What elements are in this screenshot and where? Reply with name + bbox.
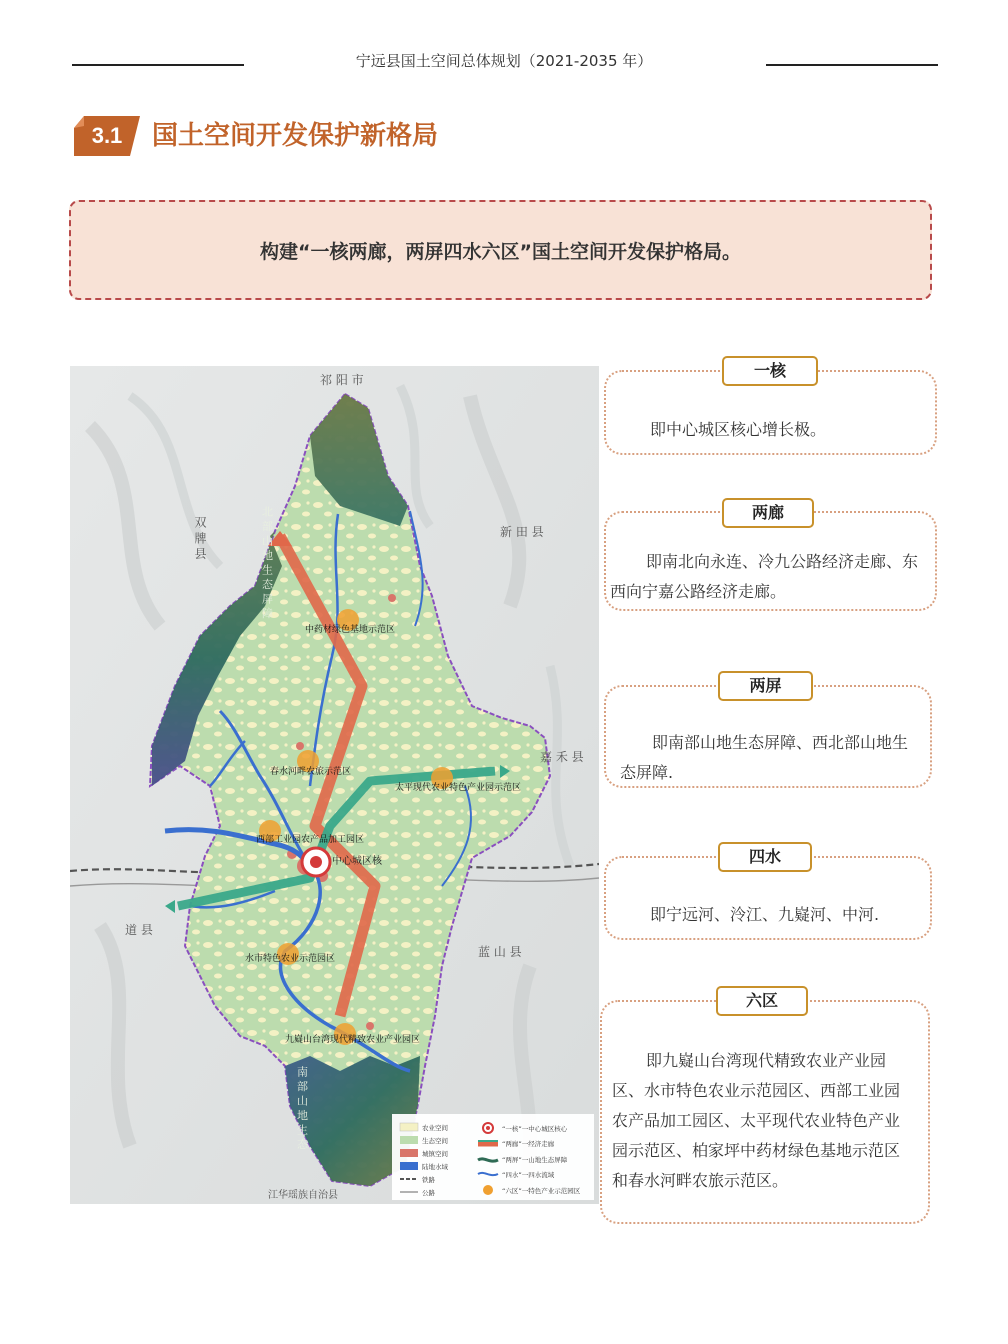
summary-banner (69, 200, 932, 300)
section-title: 国土空间开发保护新格局 (152, 121, 439, 151)
neighbor-south: 江华瑶族自治县 (268, 1190, 338, 1201)
neighbor-north: 祁 阳 市 (320, 373, 364, 387)
summary-banner-text: 构建“一核两廊，两屏四水六区”国土空间开发保护格局。 (260, 241, 741, 263)
zone-label-2: 春水河畔农旅示范区 (270, 767, 352, 777)
barrier-label-south: 南 部 山 地 生 态 (295, 1066, 309, 1150)
legend-zones: “六区”一特色产业示范园区 (502, 1187, 581, 1195)
legend-barrier: “两屏”一山地生态屏障 (502, 1156, 568, 1164)
tag-six-zones: 六区 (716, 986, 808, 1016)
legend-urban: 城镇空间 (422, 1150, 448, 1158)
zone-label-4: 西部工业园农产品加工园区 (256, 835, 365, 845)
zone-label-3: 太平现代农业特色产业园示范区 (395, 783, 522, 793)
zone-label-5: 水市特色农业示范园区 (245, 954, 336, 964)
neighbor-west: 双 牌 县 (193, 516, 207, 560)
zone-label-1: 中药材绿色基地示范区 (305, 625, 396, 635)
card-one-core-text: 即中心城区核心增长极。 (650, 420, 827, 439)
legend-corridor: “两廊”一经济走廊 (502, 1140, 555, 1148)
tag-two-corridors: 两廊 (722, 498, 814, 528)
tag-one-core: 一核 (722, 356, 818, 386)
map-svg (70, 366, 599, 1204)
neighbor-southwest: 道 县 (125, 923, 153, 937)
neighbor-east-upper: 新 田 县 (500, 525, 544, 539)
neighbor-southeast: 蓝 山 县 (478, 945, 522, 959)
card-six-zones-text: 即九嶷山台湾现代精致农业产业园区、水市特色农业示范园区、西部工业园农产品加工园区、太平现代农业特色产业园示范区、柏家坪中药材绿色基地示范区和春水河畔农旅示范区。 (612, 1051, 901, 1190)
card-four-waters-text: 即宁远河、泠江、九嶷河、中河. (650, 905, 880, 924)
neighbor-east-lower: 嘉 禾 县 (540, 750, 584, 764)
map-legend (392, 1114, 594, 1200)
card-two-corridors-text: 即南北向永连、冷九公路经济走廊、东西向宁嘉公路经济走廊。 (610, 552, 919, 601)
core-label: 中心城区核 (332, 856, 382, 867)
card-two-barriers-text: 即南部山地生态屏障、西北部山地生态屏障. (620, 733, 909, 782)
zone-label-6: 九嶷山台湾现代精致农业产业园区 (285, 1035, 421, 1045)
tag-four-waters: 四水 (718, 842, 812, 872)
legend-agri: 农业空间 (422, 1124, 448, 1132)
legend-water: 陆地水域 (422, 1163, 448, 1171)
spatial-pattern-map (70, 366, 599, 1204)
core-marker-center (310, 856, 322, 868)
legend-rail: 铁路 (422, 1176, 435, 1184)
legend-eco: 生态空间 (422, 1137, 448, 1145)
legend-road: 公路 (422, 1189, 435, 1197)
legend-core: “一核”一中心城区核心 (502, 1125, 568, 1133)
barrier-label-north: 北 部 山 地 生 态 屏 障 (260, 506, 274, 619)
legend-waters: “四水”一四水流域 (502, 1171, 555, 1179)
section-number: 3.1 (91, 123, 123, 148)
document-header-title: 宁远县国土空间总体规划（2021-2035 年） (355, 52, 653, 70)
tag-two-barriers: 两屏 (718, 671, 813, 701)
